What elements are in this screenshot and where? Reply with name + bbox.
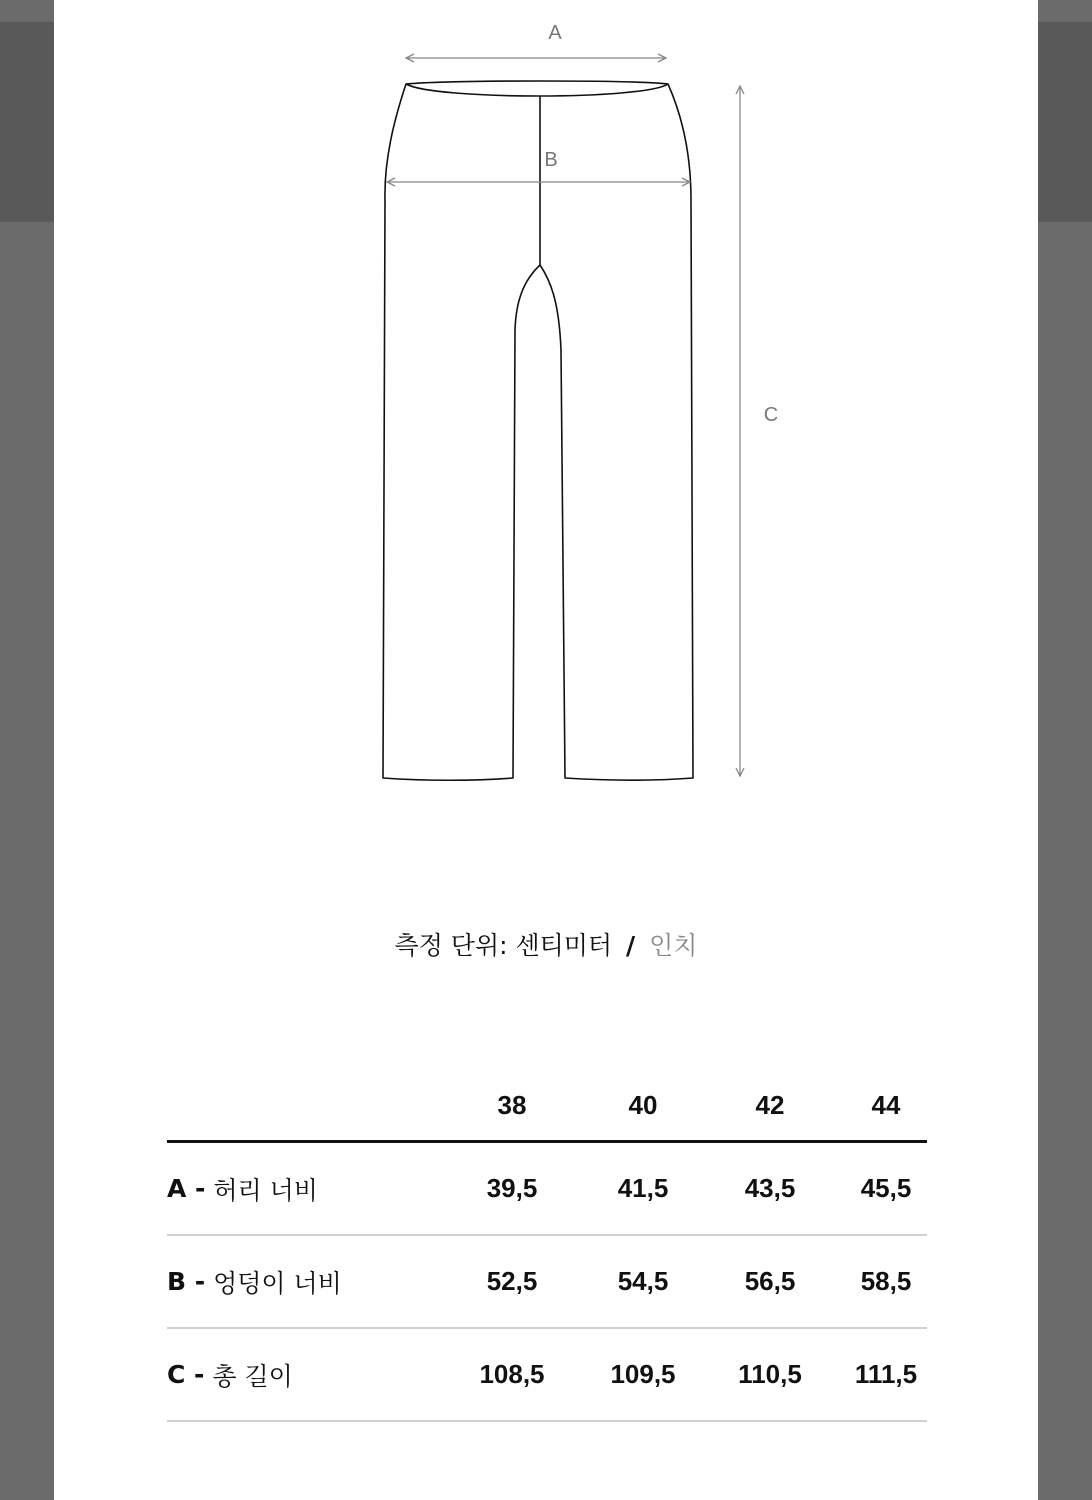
- table-cell: 108,5: [479, 1359, 545, 1389]
- unit-toggle: [54, 926, 1038, 962]
- table-cell: 54,5: [617, 1266, 669, 1296]
- table-row: [167, 1143, 927, 1236]
- size-guide-sheet: [54, 0, 1038, 1500]
- table-row: [167, 1329, 927, 1422]
- pants-outline: [383, 81, 693, 780]
- row-label: [167, 1143, 318, 1234]
- backdrop-band-right: [1038, 22, 1092, 222]
- table-cell: 41,5: [617, 1173, 669, 1203]
- backdrop-band-left: [0, 22, 54, 222]
- size-header-cell: 44: [871, 1089, 901, 1120]
- table-cell: 45,5: [860, 1173, 912, 1203]
- row-name: 엉덩이 너비: [213, 1268, 342, 1298]
- table-cell: 43,5: [744, 1173, 796, 1203]
- row-code: C -: [167, 1360, 205, 1389]
- row-name: 총 길이: [212, 1361, 293, 1391]
- table-cell: 58,5: [860, 1266, 912, 1296]
- pants-measurement-diagram: [54, 0, 1038, 830]
- table-cell: 111,5: [854, 1359, 918, 1389]
- row-name: 허리 너비: [213, 1175, 318, 1205]
- table-cell: 52,5: [486, 1266, 538, 1296]
- size-header-row: [167, 1070, 927, 1143]
- table-cell: 109,5: [610, 1359, 676, 1389]
- size-table: [167, 1070, 927, 1422]
- row-code: B -: [167, 1267, 206, 1296]
- row-code: A -: [167, 1174, 206, 1203]
- unit-separator: /: [626, 931, 636, 960]
- dimension-label-b: B: [544, 149, 558, 171]
- dimension-c: [740, 86, 778, 776]
- size-header-cell: 38: [497, 1089, 527, 1120]
- table-cell: 110,5: [738, 1359, 802, 1389]
- size-header-cell: 42: [755, 1089, 785, 1120]
- size-header-cell: 40: [628, 1089, 658, 1120]
- dimension-label-a: A: [548, 22, 562, 44]
- row-label: [167, 1236, 342, 1327]
- unit-prefix: 측정 단위:: [394, 931, 508, 960]
- unit-option-inch[interactable]: 인치: [649, 931, 698, 960]
- dimension-a: [406, 22, 666, 58]
- table-cell: 56,5: [744, 1266, 796, 1296]
- table-row: [167, 1236, 927, 1329]
- unit-option-cm[interactable]: 센티미터: [515, 931, 613, 960]
- row-label: [167, 1329, 293, 1420]
- dimension-label-c: C: [763, 404, 779, 426]
- table-cell: 39,5: [486, 1173, 538, 1203]
- dimension-b: [387, 149, 690, 182]
